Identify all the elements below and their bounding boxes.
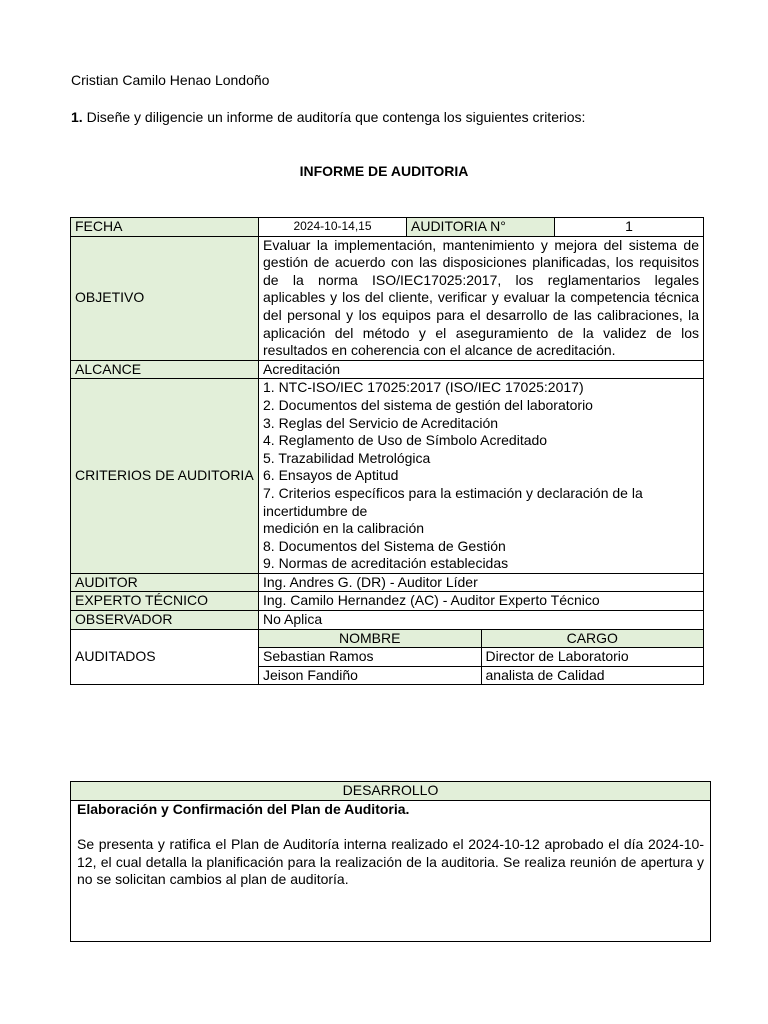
criterio-item: 6. Ensayos de Aptitud bbox=[263, 467, 399, 484]
auditor-label: AUDITOR bbox=[71, 573, 259, 592]
objetivo-text: Evaluar la implementación, mantenimiento y mejora del sistema de gestión de acuerdo con las disposiciones planificadas, los requisitos de la norma ISO/IEC17025:2017, los reglamentarios legales aplicables y los del cliente, verificar y evaluar la competencia técnica del personal y los equipos para el desarrollo de las calibraciones, la aplicación del método y el aseguramiento de la validez de los resultados en coherencia con el alcance de acreditación. bbox=[259, 236, 704, 360]
criterio-item: 9. Normas de acreditación establecidas bbox=[263, 555, 509, 572]
criterios-list bbox=[259, 379, 704, 574]
table-row bbox=[259, 630, 703, 648]
table-row bbox=[259, 648, 703, 667]
criterio-item: 5. Trazabilidad Metrológica bbox=[263, 449, 431, 466]
table-row bbox=[71, 592, 704, 611]
auditados-header-nombre: NOMBRE bbox=[259, 630, 481, 648]
alcance-value: Acreditación bbox=[259, 360, 704, 379]
auditados-table bbox=[259, 630, 703, 685]
experto-tecnico-label: EXPERTO TÉCNICO bbox=[71, 592, 259, 611]
observador-value: No Aplica bbox=[259, 611, 704, 630]
auditados-header-cargo: CARGO bbox=[481, 630, 703, 648]
experto-tecnico-value: Ing. Camilo Hernandez (AC) - Auditor Experto Técnico bbox=[259, 592, 704, 611]
criterio-item: medición en la calibración bbox=[263, 520, 425, 537]
fecha-label: FECHA bbox=[71, 218, 259, 237]
criterio-item: 2. Documentos del sistema de gestión del laboratorio bbox=[263, 396, 593, 413]
auditados-cell bbox=[259, 629, 704, 685]
criterio-item: 1. NTC-ISO/IEC 17025:2017 (ISO/IEC 17025:2017) bbox=[263, 379, 584, 396]
report-title: INFORME DE AUDITORIA bbox=[299, 163, 469, 179]
auditor-value: Ing. Andres G. (DR) - Auditor Líder bbox=[259, 573, 704, 592]
fecha-value: 2024-10-14,15 bbox=[259, 218, 407, 237]
auditado-cargo: Director de Laboratorio bbox=[481, 648, 703, 667]
table-row bbox=[71, 782, 711, 801]
criterio-item: 7. Criterios específicos para la estimación y declaración de la incertidumbre de bbox=[263, 484, 643, 519]
criterio-item: 4. Reglamento de Uso de Símbolo Acreditado bbox=[263, 432, 548, 449]
question-statement bbox=[71, 109, 585, 125]
table-row bbox=[71, 379, 704, 574]
auditados-label: AUDITADOS bbox=[71, 629, 259, 685]
question-number: 1. bbox=[71, 109, 83, 125]
author-name: Cristian Camilo Henao Londoño bbox=[71, 72, 270, 88]
table-row bbox=[71, 218, 704, 237]
auditoria-number-label: AUDITORIA N° bbox=[407, 218, 555, 237]
table-row bbox=[71, 629, 704, 685]
auditoria-number-value: 1 bbox=[555, 218, 704, 237]
desarrollo-text: Se presenta y ratifica el Plan de Auditoría interna realizado el 2024-10-12 aprobado el día 2024-10-12, el cual detalla la planificación para la realización de la auditoria. Se realiza reunión de apertura y no se solicitan cambios al plan de auditoría. bbox=[77, 836, 704, 888]
criterio-item: 3. Reglas del Servicio de Acreditación bbox=[263, 414, 499, 431]
desarrollo-body bbox=[71, 800, 711, 941]
objetivo-label: OBJETIVO bbox=[71, 236, 259, 360]
table-row bbox=[259, 666, 703, 684]
desarrollo-header: DESARROLLO bbox=[71, 782, 711, 801]
table-row bbox=[71, 800, 711, 941]
auditado-nombre: Jeison Fandiño bbox=[259, 666, 481, 684]
audit-info-table bbox=[70, 217, 704, 685]
auditado-cargo: analista de Calidad bbox=[481, 666, 703, 684]
table-row bbox=[71, 360, 704, 379]
alcance-label: ALCANCE bbox=[71, 360, 259, 379]
auditado-nombre: Sebastian Ramos bbox=[259, 648, 481, 667]
desarrollo-subtitle: Elaboración y Confirmación del Plan de Auditoria. bbox=[77, 800, 410, 817]
table-row bbox=[71, 611, 704, 630]
desarrollo-table bbox=[70, 781, 711, 942]
observador-label: OBSERVADOR bbox=[71, 611, 259, 630]
criterios-label: CRITERIOS DE AUDITORIA bbox=[71, 379, 259, 574]
criterio-item: 8. Documentos del Sistema de Gestión bbox=[263, 537, 506, 554]
table-row bbox=[71, 573, 704, 592]
table-row bbox=[71, 236, 704, 360]
question-text: Diseñe y diligencie un informe de auditoría que contenga los siguientes criterios: bbox=[82, 109, 586, 125]
